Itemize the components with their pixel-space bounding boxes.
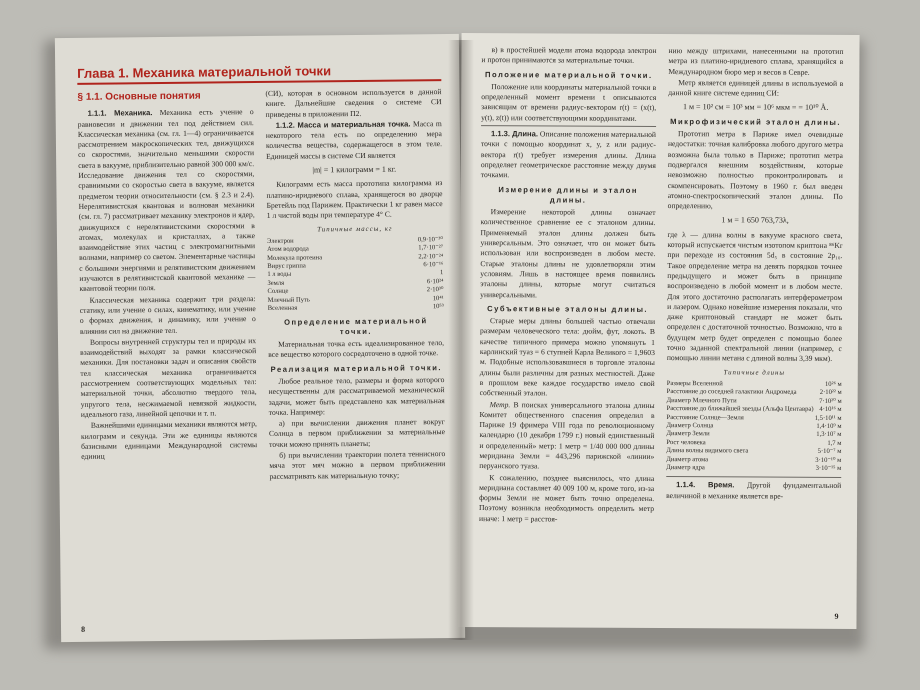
paragraph: Материальная точка есть идеализированное тело, все вещество которого сосредоточено в одной точке. xyxy=(268,338,445,360)
paragraph-text: Механика есть учение о равновесии и движении тел под действием сил. Классическая механика (см. гл. 1—4) ограничивается рассмотрением макроскопических тел, движущихся со скоростями, значительно меньшими скорости света в вакууме, приблизительно равной 300 000 км/с. Исследование движения тел со скоростями, сравнимыми со скоростью света в вакууме, является предметом теории относительности (см. § 2.3 и 2.4). Нерелятивистская квантовая и волновая механики (см. гл. 7) рассматривает механику электронов и ядер, движущихся с нерелятивистскими скоростями в атомах, молекулах и кристаллах, а также взаимодействие этих частиц с электромагнитными волнами, например со светом. Элементарные частицы с большими энергиями и релятивистским движением изучаются в релятивистской квантовой механике — квантовой теории поля. xyxy=(77,107,256,294)
table-cell-name: Вселенная xyxy=(267,304,298,313)
table-cell-value: 2,2·10⁻²⁴ xyxy=(418,252,444,261)
table-row xyxy=(667,405,842,414)
table-cell-value: 6·10⁻¹⁶ xyxy=(423,261,444,269)
table-cell-name: Электрон xyxy=(266,237,294,245)
paragraph: Любое реальное тело, размеры и форма которого несущественны для рассматриваемой механической задачи, может быть представлено как материальная точка. Например: xyxy=(268,375,445,417)
table-cell-name: Диаметр ядра xyxy=(666,464,705,472)
mass-table-caption: Типичные массы, кг xyxy=(317,225,393,233)
mass-table xyxy=(267,236,444,313)
table-cell-value: 1,5·10¹¹ м xyxy=(814,414,842,422)
subsection-heading: 1.1.1. Механика. xyxy=(87,108,153,119)
section-title: § 1.1. Основные понятия xyxy=(77,90,201,103)
left-column-2 xyxy=(265,87,445,483)
definition-heading: Субъективные эталоны длины. xyxy=(487,303,649,314)
table-cell-value: 1,4·10⁹ м xyxy=(816,422,842,430)
mass-formula: |m| = 1 килограмм = 1 кг. xyxy=(312,164,397,175)
length-table-caption: Типичные длины xyxy=(723,368,786,377)
table-cell-name: Млечный Путь xyxy=(267,296,310,304)
left-page xyxy=(55,34,465,642)
table-cell-name: Диаметр Солнца xyxy=(666,421,714,430)
subsection-heading: 1.1.2. Масса и материальная точка. xyxy=(275,119,411,130)
table-cell-name: Размеры Вселенной xyxy=(666,379,723,388)
inline-heading: Метр. xyxy=(489,399,511,409)
table-row xyxy=(666,464,841,473)
table-cell-name: Расстояние до соседней галактики Андромеда xyxy=(666,388,797,397)
table-cell-name: Рост человека xyxy=(666,438,706,446)
right-column-1 xyxy=(479,45,657,526)
table-cell-name: Диаметр Млечного Пути xyxy=(666,396,737,405)
table-cell-value: 7·10²⁰ м xyxy=(819,397,842,405)
subsection-heading: 1.1.4. Время. xyxy=(676,480,735,490)
list-item: а) при вычислении движения планет вокруг Солнца в первом приближении за материальные точки можно принять планеты; xyxy=(268,417,446,449)
table-cell-name: Расстояние до ближайшей звезды (Альфа Центавра) xyxy=(666,405,814,413)
paragraph: Классическая механика содержит три раздела: статику, или учение о силах, кинематику, или учение о формах движения, и динамику, или учение о влиянии сил на движение тел. xyxy=(79,293,256,336)
paragraph-text: Описание положения материальной точки с помощью координат x, y, z или радиус-вектора r(t) требует измерения длины. Длина определяет геометрическое расстояние между двумя точками. xyxy=(480,129,657,180)
paragraph: Важнейшими единицами механики являются метр, килограмм и секунда. Эти же единицы являются базисными единицами Международной системы единиц xyxy=(80,419,258,461)
lambda-formula: 1 м = 1 650 763,73λ, xyxy=(721,215,789,226)
paragraph: нию между штрихами, нанесенными на прототип метра из платино-иридиевого сплава, хранящийся в Международном бюро мер и весов в Севре. xyxy=(668,46,844,77)
definition-heading: Определение материальной точки. xyxy=(284,315,428,336)
paragraph xyxy=(78,107,256,294)
table-cell-value: 10⁴¹ xyxy=(432,294,444,302)
right-column-2 xyxy=(666,46,844,527)
paragraph: Вопросы внутренней структуры тел и природы их взаимодействий выходят за рамки классической механики. Для постановки задач и описания свойств тел классическая механика ограничивается рассмотрением соответствующих модельных тел: материальной точки, абсолютно твердого тела, упругого тела, несжимаемой невязкой жидкости, идеального газа, линейной цепочки и т. п. xyxy=(80,335,257,419)
table-cell-value: 1,7 м xyxy=(827,439,842,447)
table-row xyxy=(268,303,444,313)
table-cell-value: 2·10³⁰ xyxy=(426,286,444,294)
table-cell-value: 6·10²⁴ xyxy=(427,277,444,286)
table-cell-name: Диаметр Земли xyxy=(666,430,710,438)
paragraph: Положение или координаты материальной точки в определенный момент времени t описываются зависящим от времени радиус-вектором r(t) = (x(t), y(t), z(t)) или соответствующими координатами. xyxy=(481,82,657,123)
paragraph: Метр является единицей длины в используемой в данной книге системе единиц СИ: xyxy=(668,77,844,98)
book-gutter xyxy=(448,40,474,640)
list-item: б) при вычислении траектории полета теннисного мяча этот мяч можно в первом приближении рассматривать как материальную точку; xyxy=(269,449,446,481)
paragraph xyxy=(479,400,654,473)
table-cell-name: Расстояние Солнце—Земля xyxy=(666,413,744,421)
table-cell-value: 5·10⁻⁷ м xyxy=(817,447,842,456)
definition-heading: Положение материальной точки. xyxy=(485,69,653,80)
divider xyxy=(481,125,656,127)
table-cell-name: Длина волны видимого света xyxy=(666,447,749,455)
paragraph-text: Масса m некоторого тела есть по определению мера количества вещества, содержащегося в этом теле. Единицей массы в системе СИ является xyxy=(265,118,443,161)
table-cell-value: 10⁵³ xyxy=(432,303,444,311)
paragraph: Старые меры длины большей частью отвечали размерам человеческого тела: дюйм, фут, локоть. В качестве типичного примера можно упомянуть 1 карлинский туаз = 6 ступней Карла Великого = 1,9603 м. Подобные использовавшиеся в торговле эталоны длины были различны для разных местностей. Даже в прошлом веке каждое государство имело свой собственный эталон. xyxy=(479,316,656,398)
paragraph xyxy=(481,129,656,181)
table-cell-name: Молекула протеина xyxy=(267,254,323,262)
table-cell-value: 1,7·10⁻²⁷ xyxy=(418,244,444,252)
table-cell-name: Земля xyxy=(267,279,285,287)
definition-heading: Реализация материальной точки. xyxy=(270,362,443,374)
table-cell-value: 4·10¹⁶ м xyxy=(819,405,842,414)
table-cell-name: Вирус гриппа xyxy=(267,262,306,270)
paragraph xyxy=(266,119,442,162)
table-cell-name: 1 л воды xyxy=(267,271,292,279)
paragraph: К сожалению, позднее выяснилось, что длина меридиана составляет 40 009 100 м, кроме того, из-за формы Земли не может быть точно определена. Поэтому возникла необходимость определить метр иначе: 1 метр = расстоя- xyxy=(478,472,655,524)
table-cell-name: Атом водорода xyxy=(267,245,309,254)
paragraph xyxy=(666,480,841,502)
paragraph: где λ — длина волны в вакууме красного света, который испускается чистым изотопом криптона ⁸⁶Kr при переходе из состояния 5d₅ в состояние 2p₁₀. Такое определение метра на девять порядков точнее предыдущего и может быть в принципе воспроизведено в любой момент и в любом месте. Для этого достаточно располагать интерферометром и лазером. Однако новейшие измерения показали, что даже криптоновый стандарт не может быть определен с достаточной точностью. Возможно, что в будущем метр будет определен с помощью более точно заданной спектральной линии (например, с помощью линии метана с длиной волны 3,39 мкм). xyxy=(666,229,843,364)
paragraph: (СИ), которая в основном используется в данной книге. Дальнейшие сведения о системе СИ приведены в приложении П2. xyxy=(265,87,442,119)
table-cell-value: 3·10⁻¹⁰ м xyxy=(815,456,842,464)
paragraph-text: Другой фундаментальной величиной в механике является вре- xyxy=(666,480,842,501)
right-page xyxy=(458,33,859,629)
table-cell-value: 3·10⁻¹⁵ м xyxy=(815,464,842,472)
table-cell-value: 1,3·10⁷ м xyxy=(816,431,842,439)
paragraph: Килограмм есть масса прототипа килограмма из платино-иридиевого сплава, хранящегося во дворце Бретейль под Парижем. Практически 1 кг равен массе 1 л чистой воды при температуре 4° С. xyxy=(266,178,443,221)
chapter-title: Глава 1. Механика материальной точки xyxy=(77,63,332,81)
page-number: 8 xyxy=(80,624,86,634)
list-item: в) в простейшей модели атома водорода электрон и протон принимаются за материальные точки. xyxy=(481,45,657,66)
table-cell-value: 2·10²² м xyxy=(819,389,842,397)
paragraph-text: В поисках универсального эталона длины Комитет общественного спасения определил в Париже 19 фримера VIII года по революционному календарю (10 декабря 1799 г.) новый единственный и определенный» метр: 1 метр = 1/40 000 000 длины меридиана Земли = 443,296 парижской «линии» перуанского туаза. xyxy=(479,399,655,471)
paragraph: Измерение некоторой длины означает количественное сравнение ее с эталоном длины. Применяемый эталон длины должен быть универсальным. Это означает, что он может быть использован или воспроизведен в любом месте. Старые эталоны длины не удовлетворяли этим условиям. Лишь в настоящее время появились эталоны длины, которые могут считаться универсальными. xyxy=(480,207,656,299)
definition-heading: Микрофизический эталон длины. xyxy=(670,116,842,127)
table-cell-value: 0,9·10⁻³⁰ xyxy=(417,235,444,244)
length-table xyxy=(666,380,841,473)
page-number: 9 xyxy=(834,611,839,621)
divider xyxy=(666,476,841,478)
paragraph: Прототип метра в Париже имел очевидные недостатки: точная калибровка любого другого метра возможна была только в Париже; прототип метра подвергался внешним воздействиям, которые невозможно полностью проконтролировать и скомпенсировать. Поэтому в 1960 г. был введен атомно-спектроскопический эталон длины. По определению, xyxy=(667,129,844,211)
table-cell-name: Диаметр атома xyxy=(666,455,709,463)
table-cell-value: 1 xyxy=(439,269,444,277)
left-column-1 xyxy=(77,89,257,485)
subsection-heading: 1.1.3. Длина. xyxy=(491,129,538,139)
definition-heading: Измерение длины и эталон длины. xyxy=(498,184,639,205)
table-cell-name: Солнце xyxy=(267,287,289,296)
unit-formula: 1 м = 10² см = 10³ мм = 10⁶ мкм = = 10¹⁰ Å. xyxy=(682,102,829,113)
table-cell-value: 10²⁶ м xyxy=(825,380,842,388)
